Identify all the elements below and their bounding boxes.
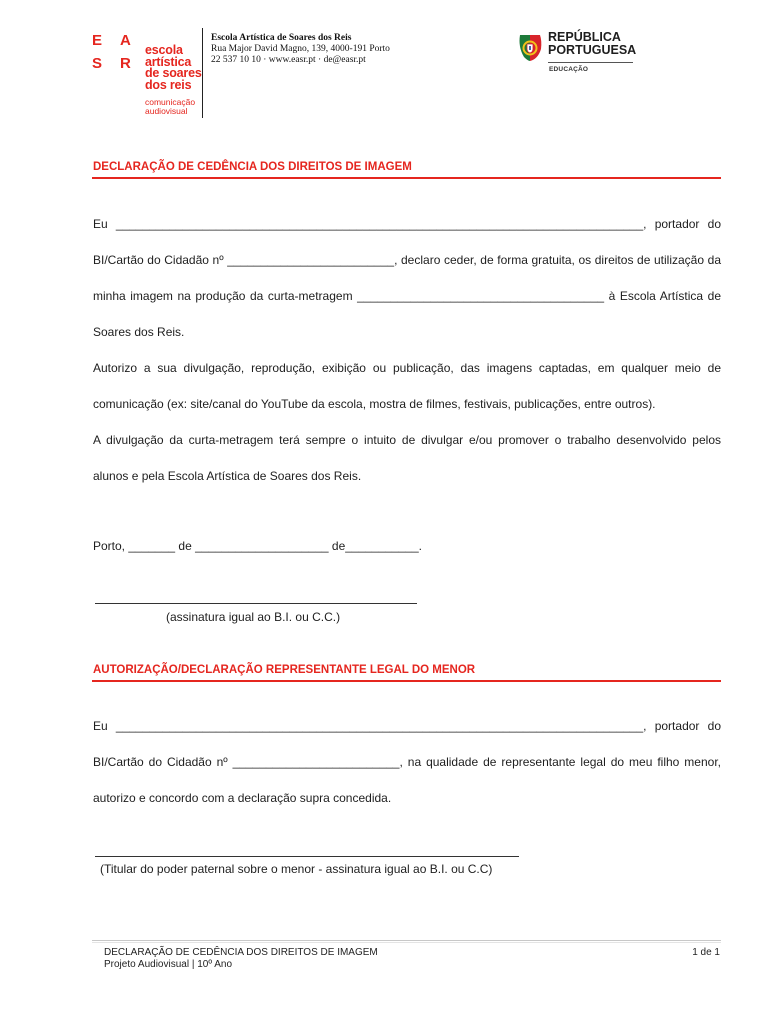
logo-letter: E — [92, 32, 103, 49]
school-address: Rua Major David Magno, 139, 4000-191 Porto — [211, 44, 390, 54]
portuguese-republic-emblem-icon — [516, 31, 544, 63]
logo-word: artística — [145, 54, 192, 69]
logo-word: escola — [145, 43, 183, 57]
guardian-signature-caption: (Titular do poder paternal sobre o menor - assinatura igual ao B.I. ou C.C) — [100, 862, 493, 876]
school-name: Escola Artística de Soares dos Reis — [211, 33, 352, 43]
authorization-paragraph: Autorizo a sua divulgação, reprodução, exibição ou publicação, das imagens captadas, em qualquer meio de comunicação (ex: site/canal do YouTube da escola, mostra de filmes, festivais, publicações, entre outros). — [93, 361, 721, 411]
logo-subtitle-line: audiovisual — [145, 105, 188, 116]
header-divider — [202, 28, 203, 118]
logo-letter: A — [120, 32, 131, 49]
logo-letter: R — [120, 55, 131, 72]
purpose-paragraph: A divulgação da curta-metragem terá sempre o intuito de divulgar e/ou promover o trabalho desenvolvido pelos alunos e pela Escola Artística de Soares dos Reis. — [93, 433, 721, 483]
government-logo-rule — [548, 62, 633, 63]
logo-subtitle-line: comunicação — [145, 97, 196, 107]
section-rule — [92, 177, 721, 179]
school-info — [211, 33, 390, 66]
section-title-legal-guardian: AUTORIZAÇÃO/DECLARAÇÃO REPRESENTANTE LEGAL DO MENOR — [93, 664, 476, 676]
government-logo-subtitle: EDUCAÇÃO — [549, 66, 589, 73]
guardian-signature-line — [95, 856, 519, 857]
government-logo-text — [548, 31, 636, 57]
logo-subtitle — [145, 98, 195, 115]
footer-page-number: 1 de 1 — [692, 947, 720, 958]
signature-line — [95, 603, 417, 604]
date-line: Porto, _______ de ____________________ de___________. — [93, 539, 422, 553]
school-contacts: 22 537 10 10 · www.easr.pt · de@easr.pt — [211, 55, 366, 65]
footer-project: Projeto Audiovisual | 10º Ano — [104, 959, 233, 970]
school-logo-wordmark — [145, 45, 202, 91]
section-rule — [92, 680, 721, 682]
government-logo-line: PORTUGUESA — [548, 43, 637, 57]
declaration-paragraph: Eu _______________________________________________________________________________, portador do BI/Cartão do Cidadão nº _________________________, declaro ceder, de forma gratuita, os direitos de utilização da minha imagem na produção da curta-metragem _____________________________________ à Escola Artística de Soares dos Reis. — [93, 217, 721, 339]
logo-word: dos reis — [145, 77, 192, 92]
signature-caption: (assinatura igual ao B.I. ou C.C.) — [166, 610, 341, 624]
footer-rule — [92, 940, 721, 941]
government-logo-line: REPÚBLICA — [548, 30, 621, 44]
section-title-image-rights: DECLARAÇÃO DE CEDÊNCIA DOS DIREITOS DE IMAGEM — [93, 161, 412, 173]
logo-word: de soares — [145, 66, 202, 80]
footer-document-title: DECLARAÇÃO DE CEDÊNCIA DOS DIREITOS DE IMAGEM — [104, 947, 378, 958]
logo-letter: S — [92, 55, 103, 72]
guardian-declaration-paragraph: Eu _______________________________________________________________________________, portador do BI/Cartão do Cidadão nº _________________________, na qualidade de representante legal do meu filho menor, autorizo e concordo com a declaração supra concedida. — [93, 719, 721, 805]
footer-rule — [92, 942, 721, 943]
